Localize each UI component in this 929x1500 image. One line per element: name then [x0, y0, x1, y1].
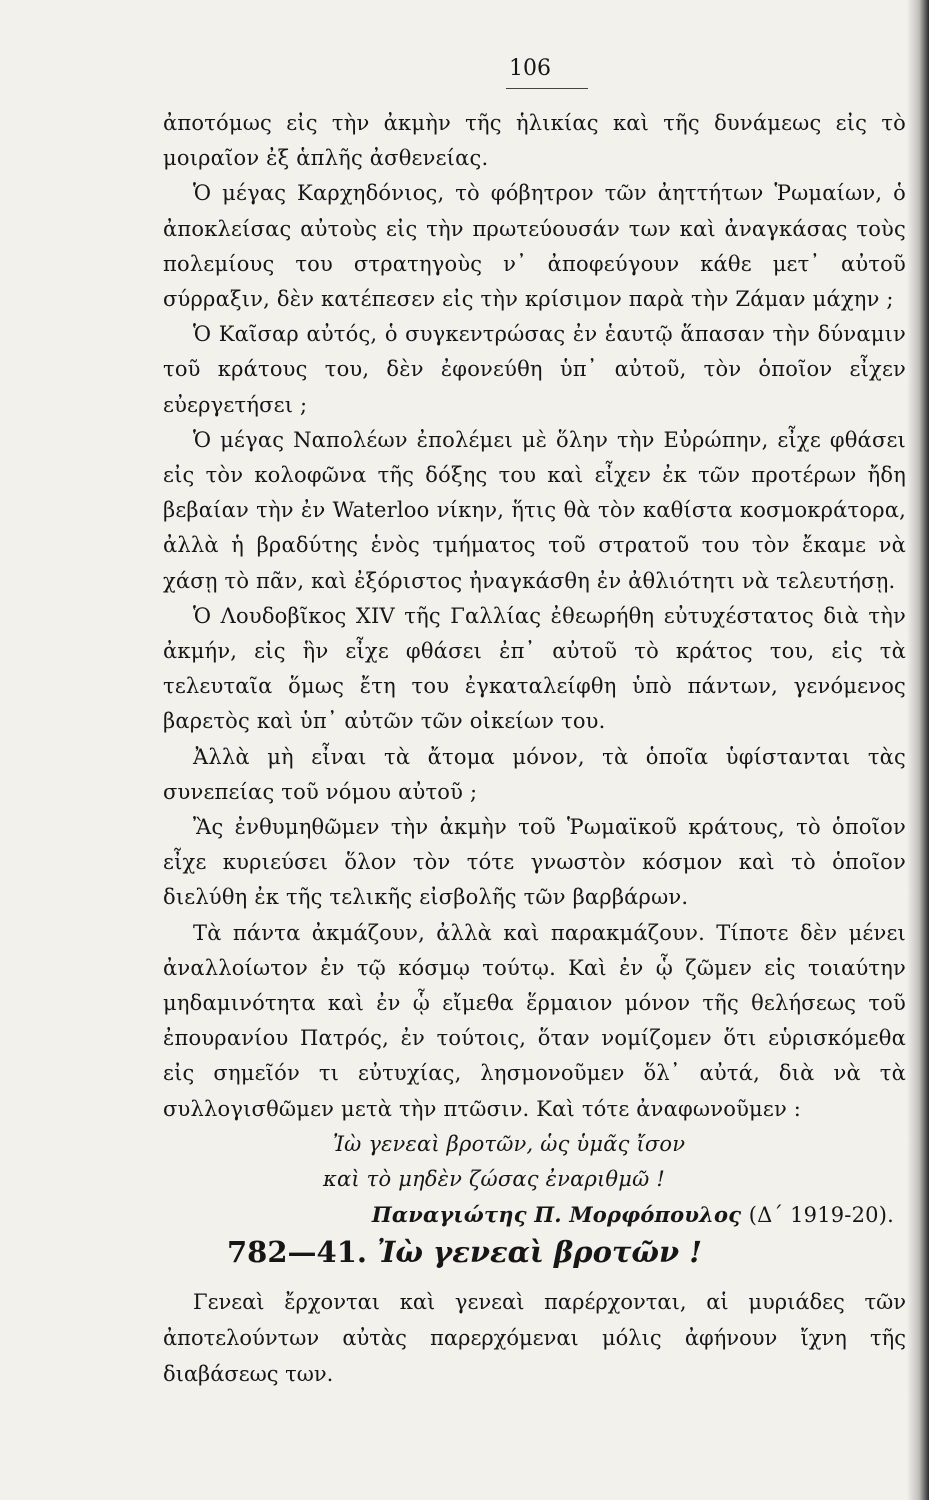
paragraph: Γενεαὶ ἔρχονται καὶ γενεαὶ παρέρχονται, αἱ μυριάδες τῶν ἀποτελούντων αὐτὰς παρερχόμεναι μόλις ἀφήνουν ἴχνη τῆς διαβάσεως των. [163, 1290, 906, 1386]
signature-author: Παναγιώτης Π. Μορφόπουλος [371, 1202, 742, 1228]
signature [163, 1197, 906, 1233]
paragraph: Ὁ Λουδοβῖκος XIV τῆς Γαλλίας ἐθεωρήθη εὐτυχέστατος διὰ τὴν ἀκμήν, εἰς ἣν εἶχε φθάσει ἐπ᾽ αὐτοῦ τὸ κράτος του, εἰς τὰ τελευταῖα ὅμως ἔτη του ἐγκαταλείφθη ὑπὸ πάντων, γενόμενος βαρετὸς καὶ ὑπ᾽ αὐτῶν τῶν οἰκείων του. [163, 603, 906, 734]
signature-date: (Δ´ 1919-20). [748, 1203, 894, 1228]
poem-line: καὶ τὸ μηδὲν ζώσας ἐναριθμῶ ! [323, 1167, 665, 1192]
paragraph: Ὁ μέγας Ναπολέων ἐπολέμει μὲ ὅλην τὴν Εὐρώπην, εἶχε φθάσει εἰς τὸν κολοφῶνα τῆς δόξης του καὶ εἶχεν ἐκ τῶν προτέρων ἤδη βεβαίαν τὴν ἐν Waterloo νίκην, ἥτις θὰ τὸν καθίστα κοσμοκράτορα, ἀλλὰ ἡ βραδύτης ἑνὸς τμήματος τοῦ στρατοῦ του τὸν ἔκαμε νὰ χάσῃ τὸ πᾶν, καὶ ἐξόριστος ἠναγκάσθη ἐν ἀθλιότητι νὰ τελευτήσῃ. [163, 427, 906, 593]
entry-heading [0, 1235, 929, 1269]
entry-title: Ἰὼ γενεαὶ βροτῶν ! [377, 1235, 702, 1269]
entry-body [163, 1284, 906, 1392]
entry-number: 782—41. [227, 1235, 367, 1269]
poem-quote [163, 1127, 906, 1197]
page-edge-shadow [907, 0, 929, 1500]
paragraph: Ὁ μέγας Καρχηδόνιος, τὸ φόβητρον τῶν ἀηττήτων Ῥωμαίων, ὁ ἀποκλείσας αὐτοὺς εἰς τὴν πρωτεύουσάν των καὶ ἀναγκάσας τοὺς πολεμίους του στρατηγοὺς ν᾽ ἀποφεύγουν κάθε μετ᾽ αὐτοῦ σύρραξιν, δὲν κατέπεσεν εἰς τὴν κρίσιμον παρὰ τὴν Ζάμαν μάχην ; [163, 181, 906, 312]
paragraph: Τὰ πάντα ἀκμάζουν, ἀλλὰ καὶ παρακμάζουν. Τίποτε δὲν μένει ἀναλλοίωτον ἐν τῷ κόσμῳ τούτῳ. Καὶ ἐν ᾧ ζῶμεν εἰς τοιαύτην μηδαμινότητα καὶ ἐν ᾧ εἴμεθα ἕρμαιον μόνον τῆς θελήσεως τοῦ ἐπουρανίου Πατρός, ἐν τούτοις, ὅταν νομίζομεν ὅτι εὑρισκόμεθα εἰς σημεῖόν τι εὐτυχίας, λησμονοῦμεν ὅλ᾽ αὐτά, διὰ νὰ τὰ συλλογισθῶμεν μετὰ τὴν πτῶσιν. Καὶ τότε ἀναφωνοῦμεν : [163, 920, 906, 1121]
main-text [163, 106, 906, 1234]
page-number: 106 [509, 56, 551, 81]
paragraph: Ἀλλὰ μὴ εἶναι τὰ ἄτομα μόνον, τὰ ὁποῖα ὑφίστανται τὰς συνεπείας τοῦ νόμου αὐτοῦ ; [163, 744, 906, 804]
paragraph: Ὁ Καῖσαρ αὐτός, ὁ συγκεντρώσας ἐν ἑαυτῷ ἅπασαν τὴν δύναμιν τοῦ κράτους του, δὲν ἐφονεύθη ὑπ᾽ αὐτοῦ, τὸν ὁποῖον εἶχεν εὐεργετήσει ; [163, 322, 906, 417]
page-number-rule [506, 88, 588, 89]
paragraph: Ἂς ἐνθυμηθῶμεν τὴν ἀκμὴν τοῦ Ῥωμαϊκοῦ κράτους, τὸ ὁποῖον εἶχε κυριεύσει ὅλον τὸν τότε γνωστὸν κόσμον καὶ τὸ ὁποῖον διελύθη ἐκ τῆς τελικῆς εἰσβολῆς τῶν βαρβάρων. [163, 815, 906, 910]
poem-line: Ἰὼ γενεαὶ βροτῶν, ὡς ὑμᾶς ἴσον [333, 1131, 686, 1156]
paragraph: ἀποτόμως εἰς τὴν ἀκμὴν τῆς ἡλικίας καὶ τῆς δυνάμεως εἰς τὸ μοιραῖον ἐξ ἁπλῆς ἀσθενείας. [163, 111, 906, 171]
